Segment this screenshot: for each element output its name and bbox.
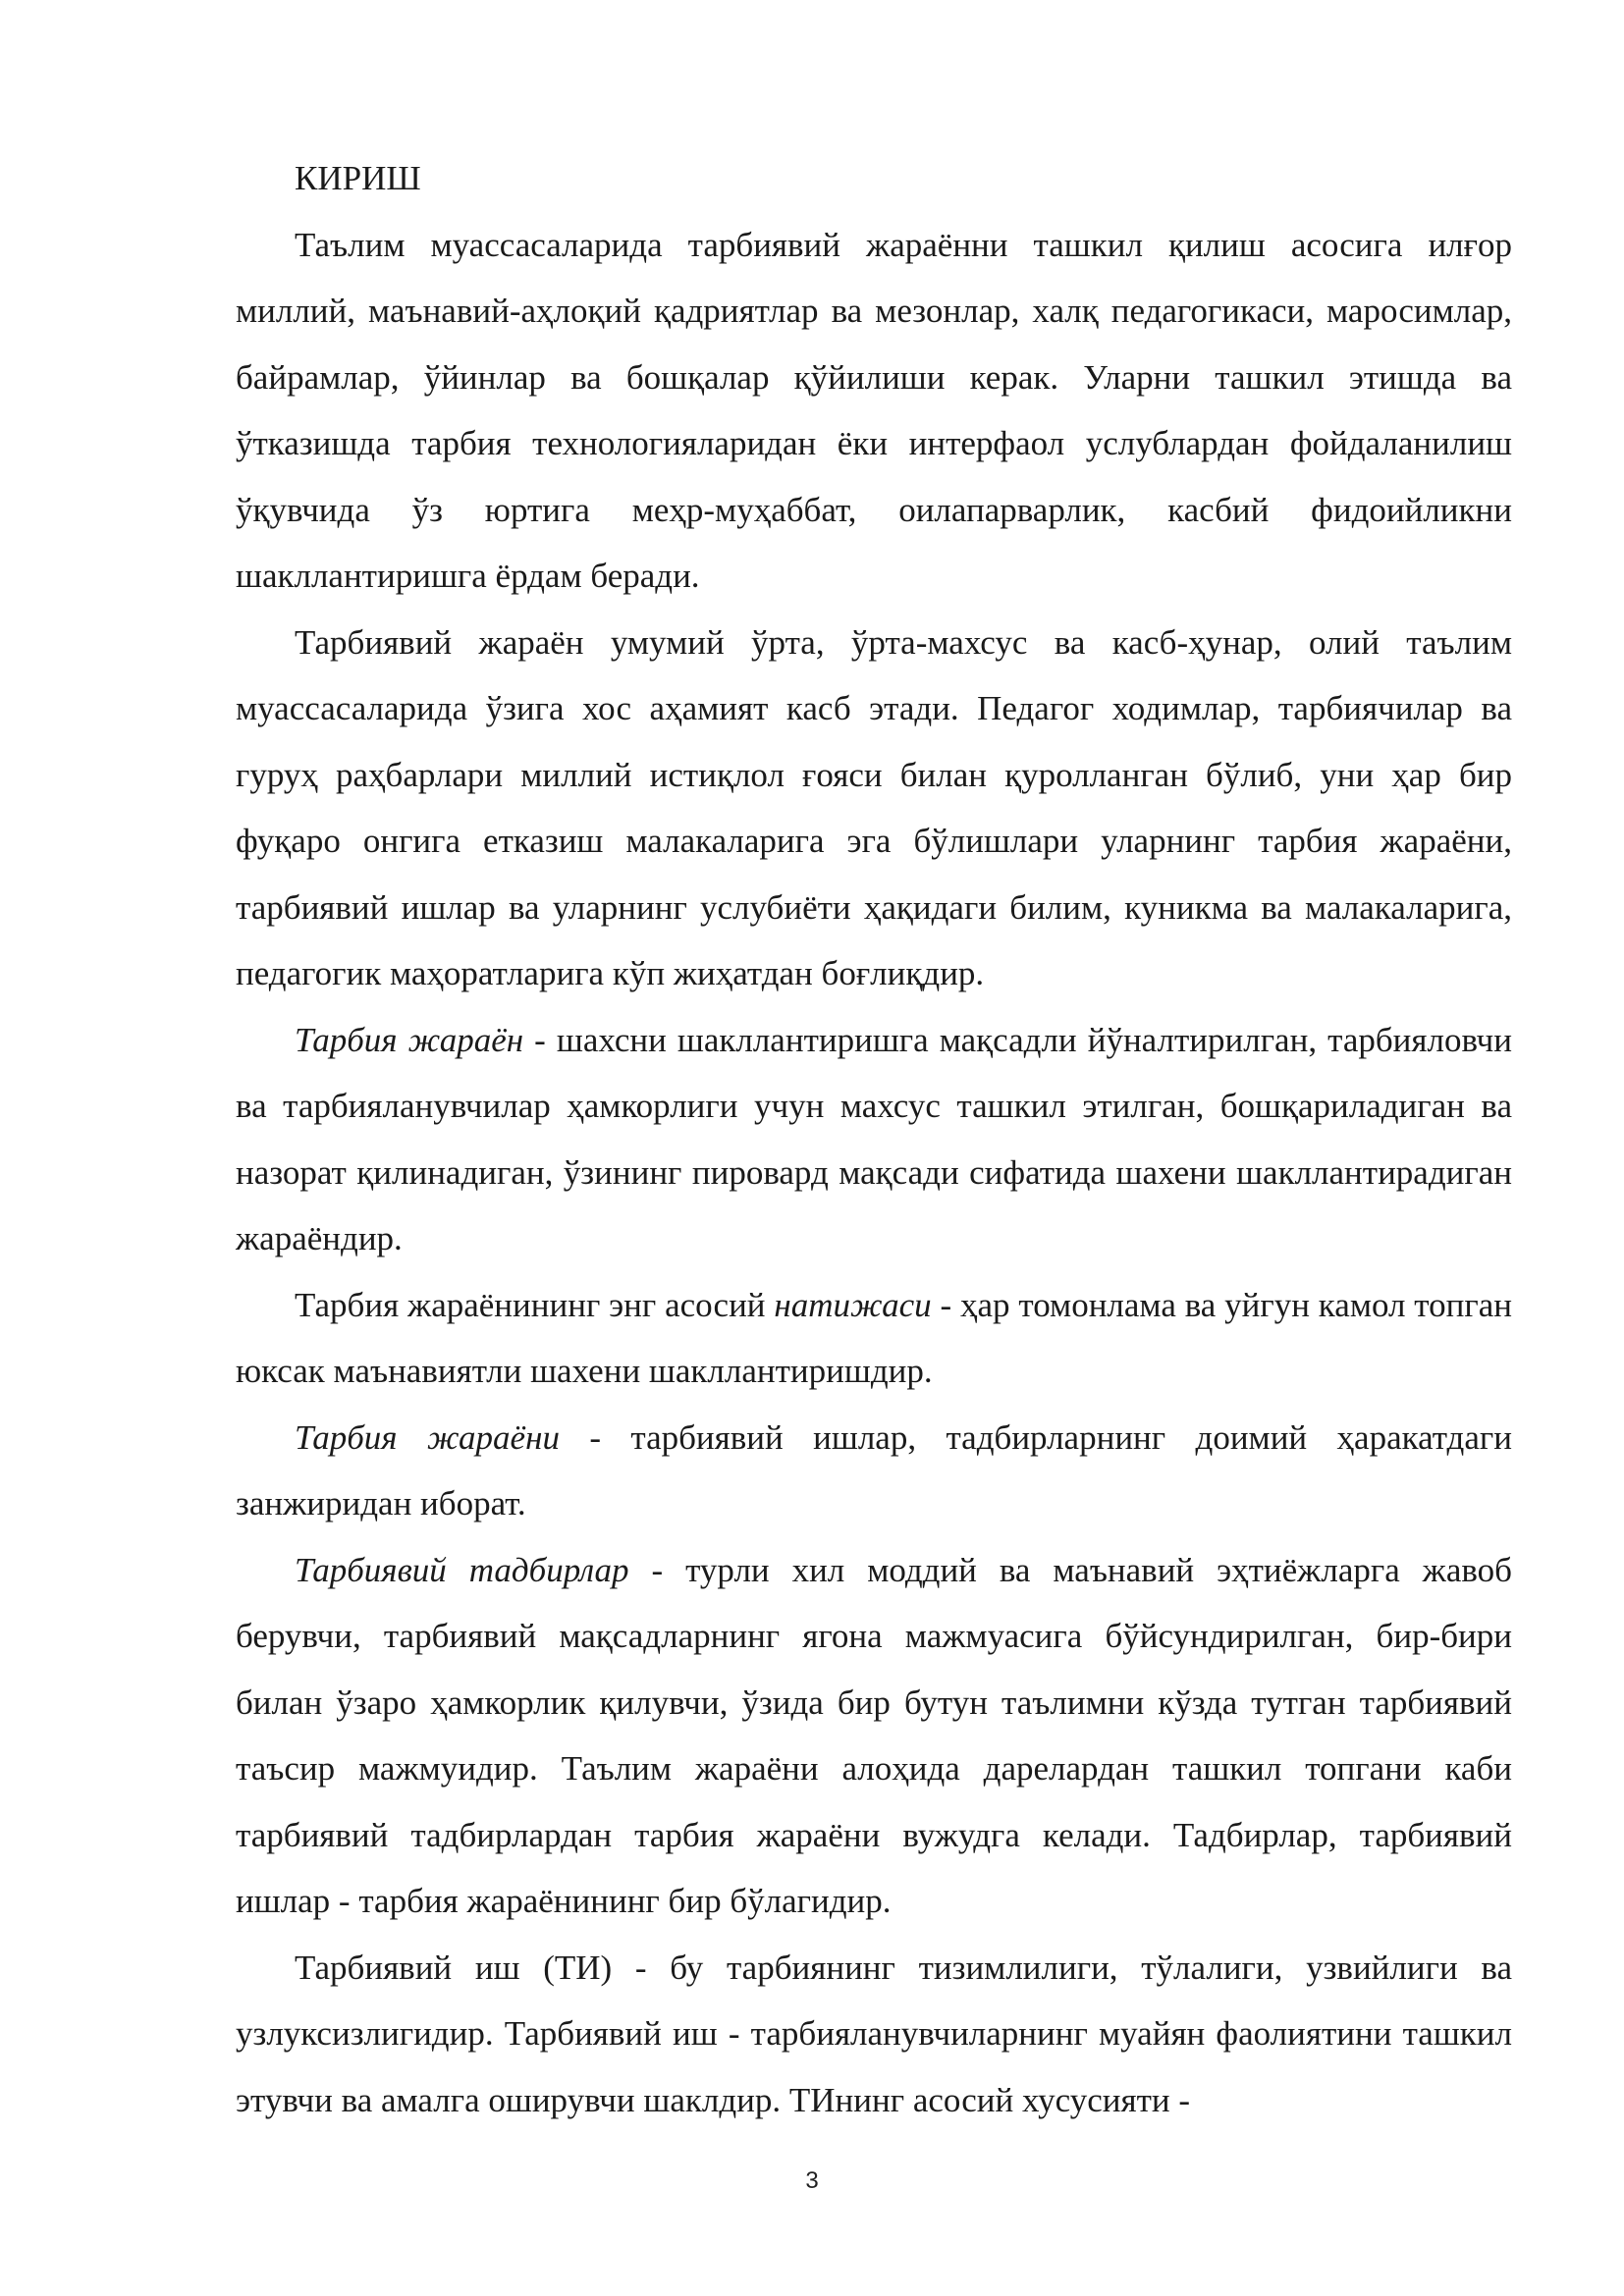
defined-term: натижаси xyxy=(774,1285,932,1324)
paragraph-4 xyxy=(236,1272,1512,1405)
paragraph-6 xyxy=(236,1537,1512,1935)
paragraph-text: Таълим муассасаларида тарбиявий жараённи ташкил қилиш асосига илғор миллий, маънавий-аҳлоқий қадриятлар ва мезонлар, халқ педагогикаси, маросимлар, байрамлар, ўйинлар ва бошқалар қўйилиши керак. Уларни ташкил этишда ва ўтказишда тарбия технологияларидан ёки интерфаол услублардан фойдаланилиш ўқувчида ўз юртига меҳр-муҳаббат, оилапарварлик, касбий фидоийликни шакллантиришга ёрдам беради. xyxy=(236,225,1512,595)
paragraph-text: Тарбиявий жараён умумий ўрта, ўрта-махсус ва касб-ҳунар, олий таълим муассасаларида ўзига хос аҳамият касб этади. Педагог ходимлар, тарбиячилар ва гуруҳ раҳбарлари миллий истиқлол ғояси билан қуролланган бўлиб, уни ҳар бир фуқаро онгига етказиш малакаларига эга бўлишлари уларнинг тарбия жараёни, тарбиявий ишлар ва уларнинг услубиёти ҳақидаги билим, куникма ва малакаларига, педагогик маҳоратларига кўп жиҳатдан боғлиқдир. xyxy=(236,622,1512,992)
section-heading: КИРИШ xyxy=(295,159,421,197)
document-body xyxy=(236,145,1512,2133)
defined-term: Тарбия жараёни xyxy=(295,1417,560,1457)
paragraph-3 xyxy=(236,1007,1512,1272)
definition-text: - шахсни шакллантиришга мақсадли йўналтирилган, тарбияловчи ва тарбияланувчилар ҳамкорлиги учун махсус ташкил этилган, бошқариладиган ва назорат қилинадиган, ўзининг пировард мақсади сифатида шахени шакллантирадиган жараёндир. xyxy=(236,1020,1513,1257)
definition-text: - тарбиявий ишлар, тадбирларнинг доимий ҳаракатдаги занжиридан иборат. xyxy=(236,1417,1512,1522)
paragraph-7 xyxy=(236,1935,1512,2134)
paragraph-2 xyxy=(236,610,1512,1007)
defined-term: Тарбия жараён xyxy=(295,1020,524,1059)
paragraph-text: Тарбиявий иш (ТИ) - бу тарбиянинг тизимлилиги, тўлалиги, узвийлиги ва узлуксизлигидир. Тарбиявий иш - тарбияланувчиларнинг муайян фаолиятини ташкил этувчи ва амалга оширувчи шаклдир. ТИнинг асосий хусусияти - xyxy=(236,1948,1512,2119)
definition-text: - ҳар томонлама ва уйгун камол топган юксак маънавиятли шахени шакллантиришдир. xyxy=(236,1285,1512,1390)
defined-term: Тарбиявий тадбирлар xyxy=(295,1550,629,1589)
paragraph-1 xyxy=(236,212,1512,610)
page-number: 3 xyxy=(805,2167,819,2194)
paragraph-lead-text: Тарбия жараёнининг энг асосий xyxy=(295,1285,775,1324)
definition-text: - турли хил моддий ва маънавий эҳтиёжларга жавоб берувчи, тарбиявий мақсадларнинг ягона мажмуасига бўйсундирилган, бир-бири билан ўзаро ҳамкорлик қилувчи, ўзида бир бутун таълимни кўзда тутган тарбиявий таъсир мажмуидир. Таълим жараёни алоҳида дарелардан ташкил топгани каби тарбиявий тадбирлардан тарбия жараёни вужудга келади. Тадбирлар, тарбиявий ишлар - тарбия жараёнининг бир бўлагидир. xyxy=(236,1550,1512,1920)
paragraph-5 xyxy=(236,1405,1512,1537)
